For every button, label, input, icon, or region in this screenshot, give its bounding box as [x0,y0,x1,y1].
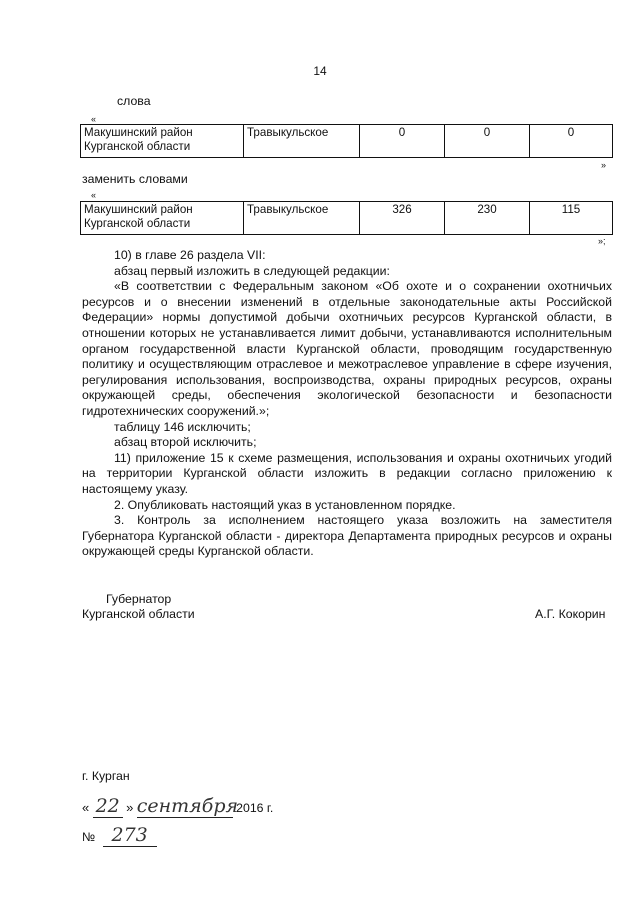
paragraph: 11) приложение 15 к схеме размещения, использования и охраны охотничьих угодий на территории Курганской области изложить в редакции согласно приложению к настоящему указу. [82,450,612,496]
table-cell-value: 326 [360,202,445,235]
date-open-quote: « [82,800,90,815]
paragraph: абзац второй исключить; [114,435,257,450]
signature-title-line2: Курганской области [82,607,195,621]
table-cell-hunting-ground: Травыкульское [244,202,360,235]
paragraph: 3. Контроль за исполнением настоящего указа возложить на заместителя Губернатора Курганской области - директора Департамента природных ресурсов и охраны окружающей среды Курганской области. [82,513,612,559]
number-label: № [82,830,96,844]
close-quote: » [601,160,607,170]
table-replacement [80,201,613,235]
date-close-quote: » [126,800,134,815]
paragraph: таблицу 146 исключить; [114,419,251,434]
table-cell-value: 230 [445,202,530,235]
signature-title-line1: Губернатор [106,592,172,606]
paragraph-quoted-text: «В соответствии с Федеральным законом «Об охоте и о сохранении охотничьих ресурсов и о внесении изменений в отдельные законодательные акты Российской Федерации» нормы допустимой добычи охотничьих ресурсов Курганской области, в отношении которых не устанавливается лимит добычи, устанавливаются исполнительным органом государственной власти Курганской области, проводящим государственную политику и осуществляющим отраслевое и межотраслевое управление в сфере изучения, регулирования использования, воспроизводства, охраны природных ресурсов, охраны окружающей среды, обеспечения экологической безопасности и безопасности гидротехнических сооружений.»; [82,279,612,418]
paragraph: 10) в главе 26 раздела VII: [114,248,266,262]
table-row [81,202,613,235]
table-cell-hunting-ground: Травыкульское [244,125,360,158]
date-year: 2016 г. [236,801,274,815]
section-label-words: слова [117,94,151,108]
date-day-handwritten: 22 [95,795,120,817]
page-number: 14 [313,64,327,78]
open-quote: « [91,190,97,200]
table-cell-district: Макушинский район Курганской области [81,125,244,158]
number-value-handwritten: 273 [111,824,148,846]
date-month-handwritten: сентября [136,795,239,817]
city: г. Курган [82,769,130,783]
document-body [82,248,612,560]
table-cell-value: 0 [360,125,445,158]
table-cell-district: Макушинский район Курганской области [81,202,244,235]
table-original [80,124,613,158]
table-row [81,125,613,158]
paragraph: абзац первый изложить в следующей редакции: [114,263,390,278]
close-quote: »; [598,236,606,246]
document-number [82,824,157,848]
paragraph: 2. Опубликовать настоящий указ в установленном порядке. [114,497,456,512]
table-cell-value: 0 [445,125,530,158]
table-cell-value: 115 [530,202,613,235]
section-label-replace: заменить словами [82,172,188,186]
open-quote: « [91,114,97,124]
signature-name: А.Г. Кокорин [535,607,606,621]
document-date [82,795,273,819]
table-cell-value: 0 [530,125,613,158]
